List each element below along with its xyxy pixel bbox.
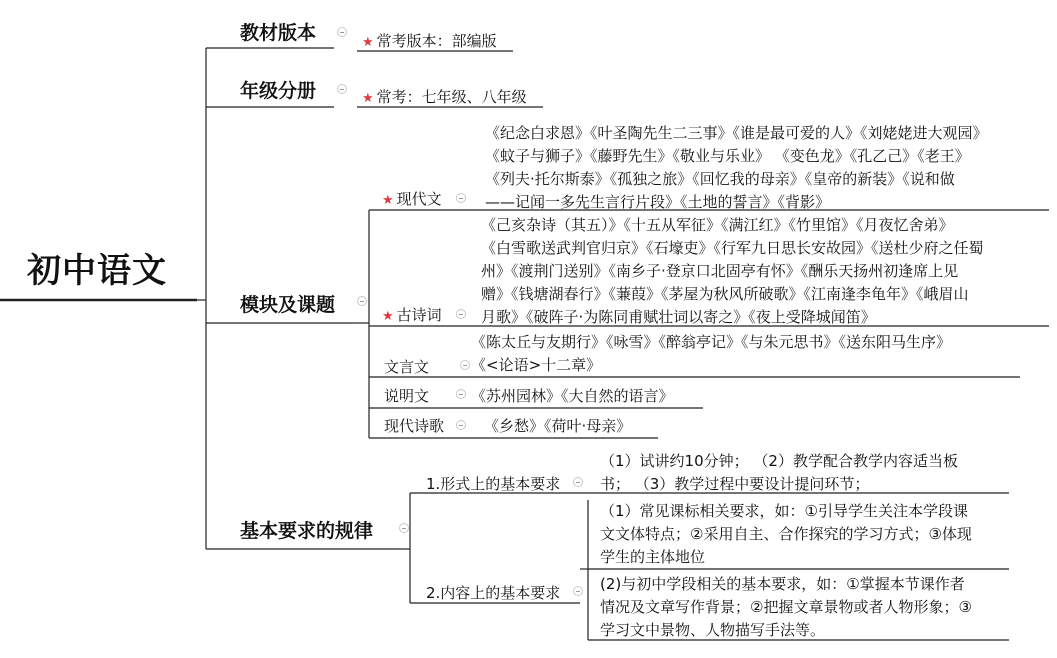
modern-prose-lessons: 《纪念白求恩》《叶圣陶先生二三事》《谁是最可爱的人》《刘姥姥进大观园》 《蚊子与狮子》《藤野先生》《敬业与乐业》 《变色龙》《孔乙己》《老王》 《列夫·托尔斯泰》《孤独之旅》《回忆我的母亲》《皇帝的新装》《说和做 ——记闻一多先生言行片段》《土地的誓言》《背影》 <box>485 124 988 211</box>
collapse-icon[interactable] <box>337 27 347 37</box>
star-icon: ★ <box>382 193 394 208</box>
collapse-icon[interactable] <box>460 360 470 370</box>
collapse-icon[interactable] <box>357 296 367 306</box>
grade-leaf: ★ 常考：七年级、八年级 <box>362 88 527 106</box>
star-icon: ★ <box>382 309 394 324</box>
content-requirements-label: 2.内容上的基本要求 <box>426 584 561 602</box>
collapse-icon[interactable] <box>456 193 466 203</box>
ancient-poetry-lessons: 《己亥杂诗（其五）》《十五从军征》《满江红》《竹里馆》《月夜忆舍弟》 《白雪歌送武判官归京》《石壕吏》《行军九日思长安故园》《送杜少府之任蜀 州》《渡荆门送别》《南乡子·登京口北固亭有怀》《酬乐天扬州初逢席上见 赠》《钱塘湖春行》《蒹葭》《茅屋为秋风所破歌》《江南逢李龟年》《峨眉山 月歌》《破阵子·为陈同甫赋壮词以寄之》《夜上受降城闻笛》 <box>481 216 984 326</box>
form-requirements-label: 1.形式上的基本要求 <box>426 475 561 493</box>
expository-label: 说明文 <box>384 387 430 405</box>
modern-prose-label: ★ 现代文 <box>382 190 442 208</box>
star-icon: ★ <box>362 91 374 106</box>
collapse-icon[interactable] <box>573 477 583 487</box>
classical-prose-label: 文言文 <box>384 358 430 376</box>
textbook-leaf: ★ 常考版本：部编版 <box>362 32 497 50</box>
modern-poetry-label: 现代诗歌 <box>384 417 445 435</box>
branch-rules-label: 基本要求的规律 <box>240 520 374 542</box>
branch-modules-label: 模块及课题 <box>240 294 336 316</box>
branch-textbook-label: 教材版本 <box>240 22 317 44</box>
ancient-poetry-label: ★ 古诗词 <box>382 306 442 324</box>
collapse-icon[interactable] <box>456 420 466 430</box>
collapse-icon[interactable] <box>399 523 409 533</box>
classical-prose-lessons: 《陈太丘与友期行》《咏雪》《醉翁亭记》《与朱元思书》《送东阳马生序》 《<论语>十二章》 <box>471 333 952 374</box>
collapse-icon[interactable] <box>456 309 466 319</box>
modern-poetry-lessons: 《乡愁》《荷叶·母亲》 <box>484 417 632 435</box>
content-requirements-item2: (2)与初中学段相关的基本要求，如：①掌握本节课作者 情况及文章写作背景；②把握文章景物或者人物形象；③ 学习文中景物、人物描写手法等。 <box>600 575 972 639</box>
collapse-icon[interactable] <box>456 389 466 399</box>
expository-lessons: 《苏州园林》《大自然的语言》 <box>471 387 674 405</box>
star-icon: ★ <box>362 35 374 50</box>
content-requirements-item1: （1）常见课标相关要求，如：①引导学生关注本学段课 文文体特点；②采用自主、合作探究的学习方式；③体现 学生的主体地位 <box>600 502 972 566</box>
form-requirements-text: （1）试讲约10分钟； （2）教学配合教学内容适当板 书； （3）教学过程中要设计提问环节； <box>600 452 958 493</box>
branch-grade-label: 年级分册 <box>240 80 317 102</box>
collapse-icon[interactable] <box>573 586 583 596</box>
collapse-icon[interactable] <box>337 84 347 94</box>
root-title: 初中语文 <box>27 251 167 291</box>
